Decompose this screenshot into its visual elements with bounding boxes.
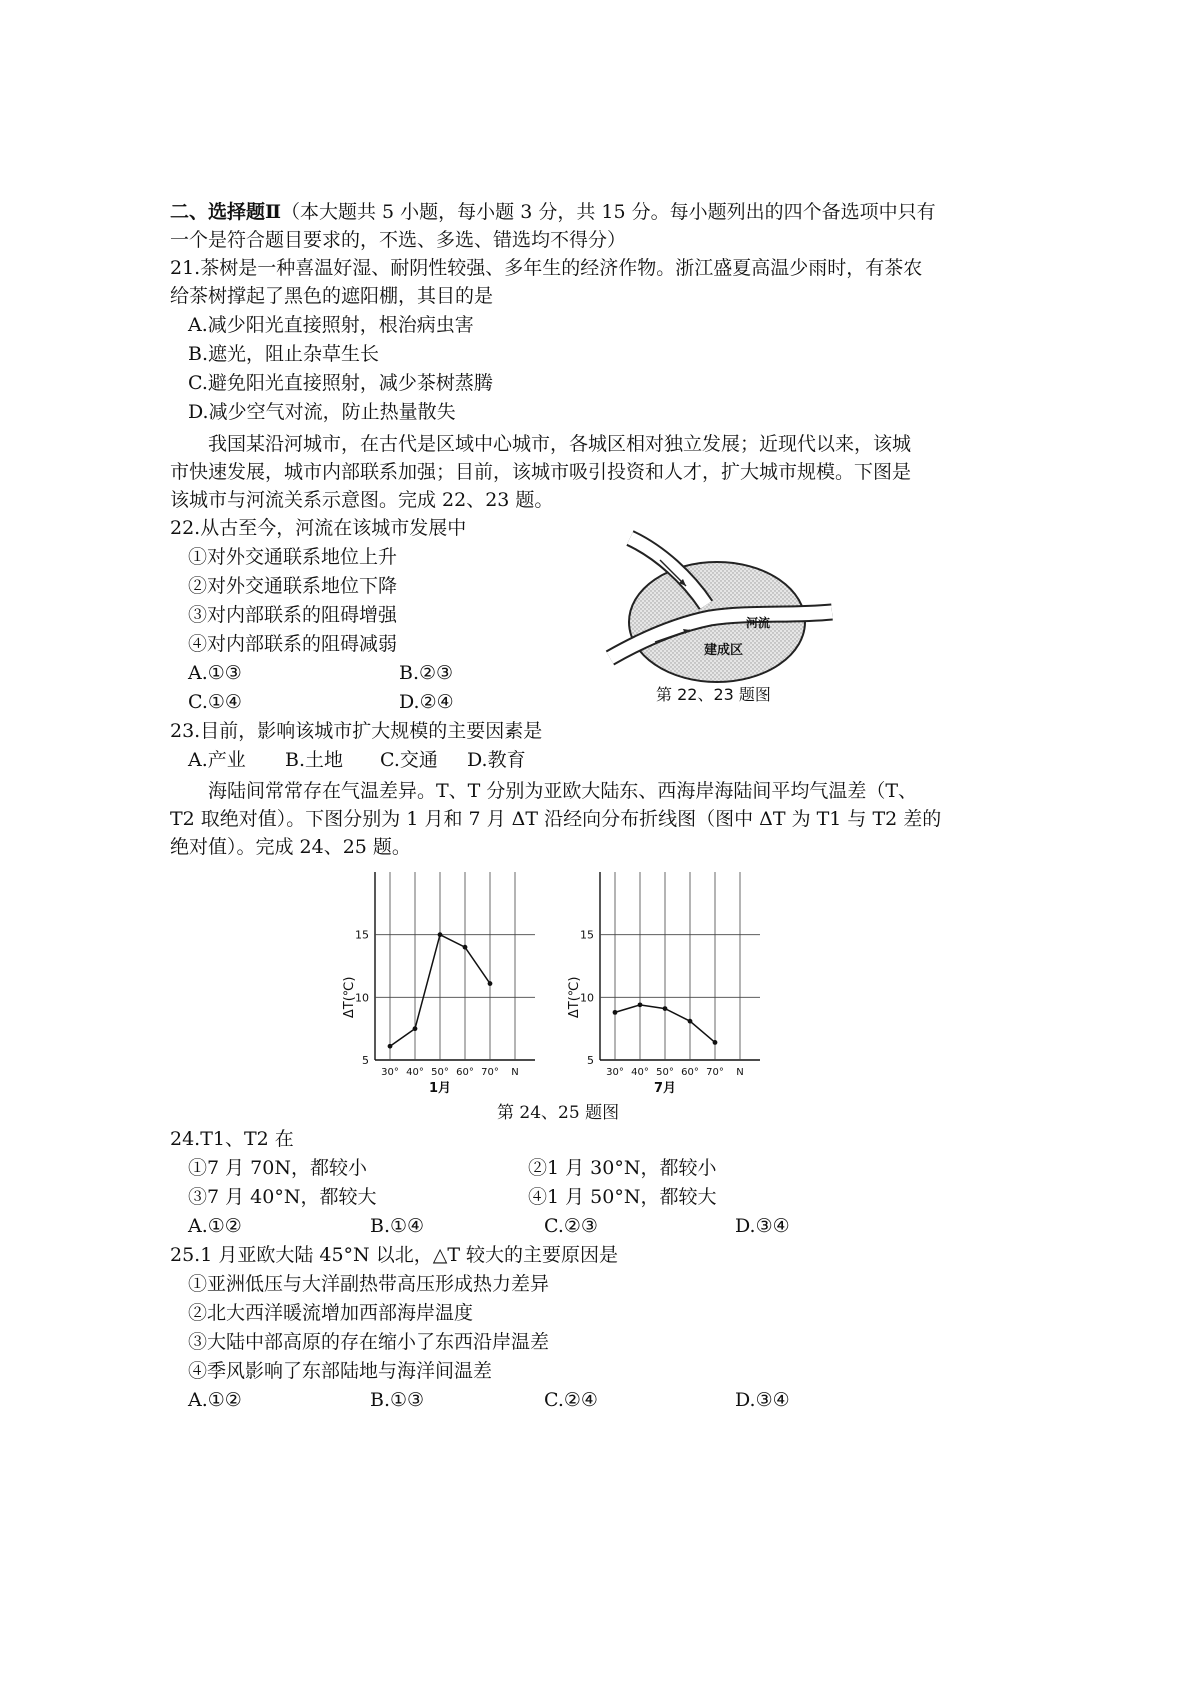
chart-january-x-tick-label-0: 30° [381, 1067, 399, 1078]
chart-january-data-point-1 [413, 1026, 418, 1031]
chart-january-title: 1月 [428, 1081, 452, 1096]
q23-option-b: B.土地 [285, 749, 344, 771]
chart-july-x-tick-label-1: 40° [631, 1067, 649, 1078]
q23-option-d: D.教育 [467, 749, 526, 771]
q25-item-1: ①亚洲低压与大洋副热带高压形成热力差异 [188, 1273, 550, 1295]
chart-july-data-point-3 [688, 1019, 693, 1024]
chart-july-x-unit-label: N [736, 1067, 744, 1078]
q22-item-3: ③对内部联系的阻碍增强 [188, 604, 398, 626]
chart-january-x-tick-label-2: 50° [431, 1067, 449, 1078]
chart-july-data-point-0 [613, 1010, 618, 1015]
chart-january-y-tick-label-1: 10 [355, 991, 369, 1005]
q25-option-b: B.①③ [370, 1389, 425, 1411]
q25-item-3: ③大陆中部高原的存在缩小了东西沿岸温差 [188, 1331, 550, 1353]
chart-january-y-axis-label: ΔT(℃) [342, 976, 357, 1019]
chart-july-y-tick-label-1: 10 [580, 991, 594, 1005]
passage2-line-1: 海陆间常常存在气温差异。T、T 分别为亚欧大陆东、西海岸海陆间平均气温差（T、 [208, 780, 918, 802]
q22-stem: 22.从古至今，河流在该城市发展中 [170, 517, 467, 539]
passage1-line-3: 该城市与河流关系示意图。完成 22、23 题。 [170, 489, 554, 511]
city-river-diagram [600, 520, 840, 710]
chart-july-y-axis-label: ΔT(℃) [567, 976, 582, 1019]
chart-july-x-tick-label-4: 70° [706, 1067, 724, 1078]
q23-option-a: A.产业 [188, 749, 246, 771]
chart-january-data-point-4 [488, 981, 493, 986]
q24-option-d: D.③④ [735, 1215, 790, 1237]
q21-option-d: D.减少空气对流，防止热量散失 [188, 401, 456, 423]
chart-july-x-tick-label-3: 60° [681, 1067, 699, 1078]
chart-july-data-point-1 [638, 1002, 643, 1007]
q22-item-4: ④对内部联系的阻碍减弱 [188, 633, 398, 655]
q21-stem-1: 21.茶树是一种喜温好湿、耐阴性较强、多年生的经济作物。浙江盛夏高温少雨时，有茶农 [170, 257, 923, 279]
chart-july-x-tick-label-0: 30° [606, 1067, 624, 1078]
chart-july [560, 862, 770, 1098]
chart-january-y-tick-label-2: 15 [355, 928, 369, 942]
q22-option-d: D.②④ [399, 691, 454, 713]
chart-july-data-point-2 [663, 1006, 668, 1011]
city-figure-caption: 第 22、23 题图 [656, 685, 771, 704]
q21-option-c: C.避免阳光直接照射，减少茶树蒸腾 [188, 372, 493, 394]
q23-stem: 23.目前，影响该城市扩大规模的主要因素是 [170, 720, 543, 742]
passage1-line-1: 我国某沿河城市，在古代是区域中心城市，各城区相对独立发展；近现代以来，该城 [208, 433, 912, 455]
section-desc-2: 一个是符合题目要求的，不选、多选、错选均不得分） [170, 229, 627, 251]
q24-item-2: ②1 月 30°N，都较小 [528, 1157, 717, 1179]
q22-option-b: B.②③ [399, 662, 454, 684]
chart-july-x-tick-label-2: 50° [656, 1067, 674, 1078]
q25-option-a: A.①② [188, 1389, 242, 1411]
q25-stem: 25.1 月亚欧大陆 45°N 以北，△T 较大的主要原因是 [170, 1244, 619, 1266]
chart-january [335, 862, 545, 1098]
q21-stem-2: 给茶树撑起了黑色的遮阳棚，其目的是 [170, 285, 494, 307]
q24-stem: 24.T1、T2 在 [170, 1128, 294, 1150]
passage2-line-3: 绝对值）。完成 24、25 题。 [170, 836, 411, 858]
q21-option-b: B.遮光，阻止杂草生长 [188, 343, 380, 365]
chart-july-y-tick-label-0: 5 [587, 1054, 594, 1067]
q24-option-b: B.①④ [370, 1215, 425, 1237]
chart-july-y-tick-label-2: 15 [580, 928, 594, 942]
chart-january-data-point-2 [438, 932, 443, 937]
q24-item-3: ③7 月 40°N，都较大 [188, 1186, 377, 1208]
chart-january-x-unit-label: N [511, 1067, 519, 1078]
chart-january-x-tick-label-1: 40° [406, 1067, 424, 1078]
section-header-line-1 [170, 199, 936, 225]
q21-option-a: A.减少阳光直接照射，根治病虫害 [188, 314, 474, 336]
chart-caption: 第 24、25 题图 [497, 1103, 620, 1123]
chart-july-title: 7月 [653, 1081, 677, 1096]
q22-item-2: ②对外交通联系地位下降 [188, 575, 398, 597]
chart-january-data-point-3 [463, 945, 468, 950]
q24-option-a: A.①② [188, 1215, 242, 1237]
q25-item-2: ②北大西洋暖流增加西部海岸温度 [188, 1302, 474, 1324]
chart-january-data-point-0 [388, 1044, 393, 1049]
q24-item-4: ④1 月 50°N，都较大 [528, 1186, 717, 1208]
passage2-line-2: T2 取绝对值）。下图分别为 1 月和 7 月 ΔT 沿经向分布折线图（图中 ΔT 为 T1 与 T2 差的 [170, 808, 942, 830]
q24-item-1: ①7 月 70N，都较小 [188, 1157, 367, 1179]
q25-item-4: ④季风影响了东部陆地与海洋间温差 [188, 1360, 493, 1382]
chart-january-y-tick-label-0: 5 [362, 1054, 369, 1067]
chart-january-x-tick-label-3: 60° [456, 1067, 474, 1078]
chart-july-data-point-4 [713, 1040, 718, 1045]
q22-item-1: ①对外交通联系地位上升 [188, 546, 398, 568]
q22-option-a: A.①③ [188, 662, 242, 684]
q25-option-c: C.②④ [544, 1389, 598, 1411]
river-label: 河流 [746, 616, 771, 630]
q23-option-c: C.交通 [380, 749, 438, 771]
passage1-line-2: 市快速发展，城市内部联系加强；目前，该城市吸引投资和人才，扩大城市规模。下图是 [170, 461, 912, 483]
chart-january-x-tick-label-4: 70° [481, 1067, 499, 1078]
q24-option-c: C.②③ [544, 1215, 598, 1237]
section-title: 二、选择题Ⅱ [170, 201, 282, 223]
q22-option-c: C.①④ [188, 691, 242, 713]
built-up-area-label: 建成区 [704, 643, 744, 658]
section-desc-1: （本大题共 5 小题，每小题 3 分，共 15 分。每小题列出的四个备选项中只有 [281, 201, 936, 223]
q25-option-d: D.③④ [735, 1389, 790, 1411]
